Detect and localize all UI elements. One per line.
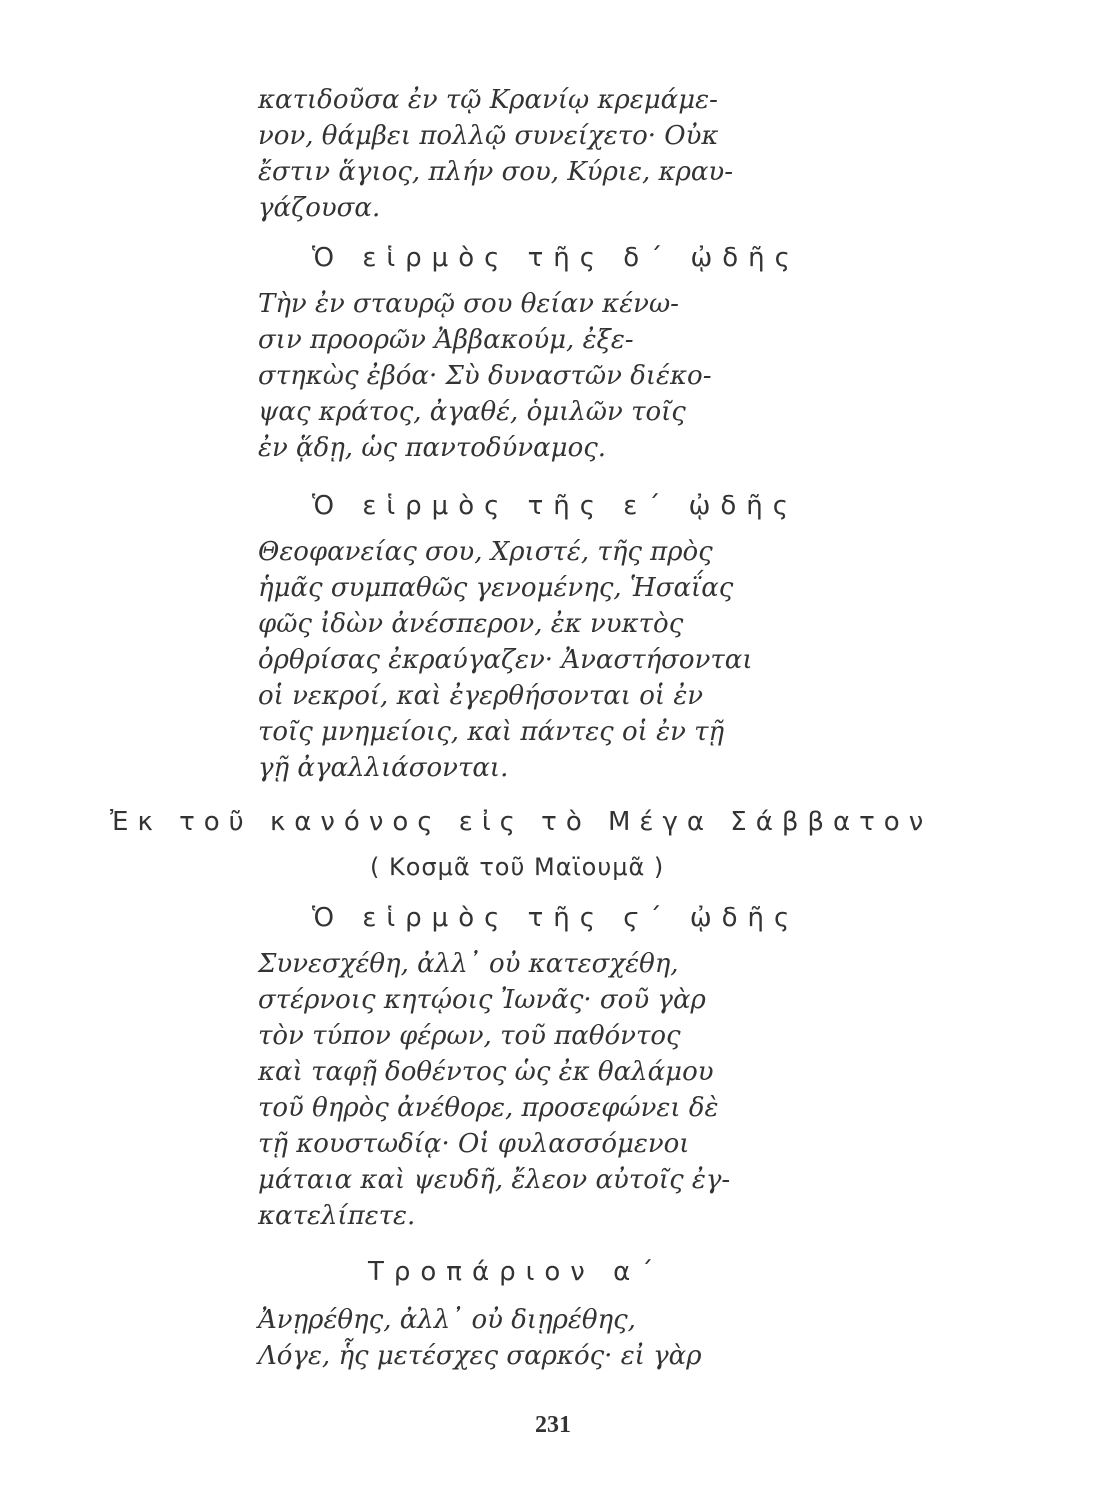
text-line: μάταια καὶ ψευδῆ, ἔλεον αὐτοῖς ἐγ- xyxy=(258,1165,731,1195)
text-line: στηκὼς ἐβόα· Σὺ δυναστῶν διέκο- xyxy=(258,361,712,391)
text-line: κατελίπετε. xyxy=(258,1201,416,1231)
text-line: γῇ ἀγαλλιάσονται. xyxy=(258,753,509,783)
text-line: ἐν ᾅδῃ, ὡς παντοδύναμος. xyxy=(258,433,607,463)
text-line: τοῖς μνημείοις, καὶ πάντες οἱ ἐν τῇ xyxy=(258,717,725,747)
text-line: τῇ κουστωδίᾳ· Οἱ φυλασσόμενοι xyxy=(258,1129,690,1159)
section-heading: Τροπάριον α΄ xyxy=(368,1257,664,1287)
text-line: Ἀνῃρέθης, ἀλλ᾿ οὐ διῃρέθης, xyxy=(258,1305,636,1335)
text-line: ἔστιν ἅγιος, πλήν σου, Κύριε, κραυ- xyxy=(258,157,734,187)
text-line: τοῦ θηρὸς ἀνέθορε, προσεφώνει δὲ xyxy=(258,1093,719,1123)
text-line: κατιδοῦσα ἐν τῷ Κρανίῳ κρεμάμε- xyxy=(258,85,718,115)
text-line: ἡμᾶς συμπαθῶς γενομένης, Ἡσαΐας xyxy=(258,573,734,603)
text-line: γάζουσα. xyxy=(258,193,381,223)
section-heading: Ὁ εἱρμὸς τῆς ε΄ ᾠδῆς xyxy=(312,491,799,521)
text-line: νον, θάμβει πολλῷ συνείχετο· Οὐκ xyxy=(258,121,719,151)
text-line: Τὴν ἐν σταυρῷ σου θείαν κένω- xyxy=(258,289,679,319)
text-line: φῶς ἰδὼν ἀνέσπερον, ἐκ νυκτὸς xyxy=(258,609,684,639)
section-heading: Ὁ εἱρμὸς τῆς ϛ΄ ᾠδῆς xyxy=(312,903,800,933)
text-line: Λόγε, ἧς μετέσχες σαρκός· εἰ γὰρ xyxy=(258,1341,702,1371)
section-subtitle: ( Κοσμᾶ τοῦ Μαϊουμᾶ ) xyxy=(370,853,665,881)
text-line: ὀρθρίσας ἐκραύγαζεν· Ἀναστήσονται xyxy=(258,645,753,675)
section-title: Ἐκ τοῦ κανόνος εἰς τὸ Μέγα Σάββατον xyxy=(110,807,933,837)
text-line: Θεοφανείας σου, Χριστέ, τῆς πρὸς xyxy=(258,537,713,567)
text-line: ψας κράτος, ἀγαθέ, ὁμιλῶν τοῖς xyxy=(258,397,686,427)
text-line: στέρνοις κητῴοις Ἰωνᾶς· σοῦ γὰρ xyxy=(258,985,706,1015)
text-line: σιν προορῶν Ἀββακούμ, ἐξε- xyxy=(258,325,634,355)
text-line: Συνεσχέθη, ἀλλ᾿ οὐ κατεσχέθη, xyxy=(258,949,679,979)
text-line: τὸν τύπον φέρων, τοῦ παθόντος xyxy=(258,1021,681,1051)
section-heading: Ὁ εἱρμὸς τῆς δ΄ ᾠδῆς xyxy=(312,243,800,273)
text-line: οἱ νεκροί, καὶ ἐγερθήσονται οἱ ἐν xyxy=(258,681,704,711)
page-number: 231 xyxy=(535,1412,571,1438)
text-line: καὶ ταφῇ δοθέντος ὡς ἐκ θαλάμου xyxy=(258,1057,714,1087)
